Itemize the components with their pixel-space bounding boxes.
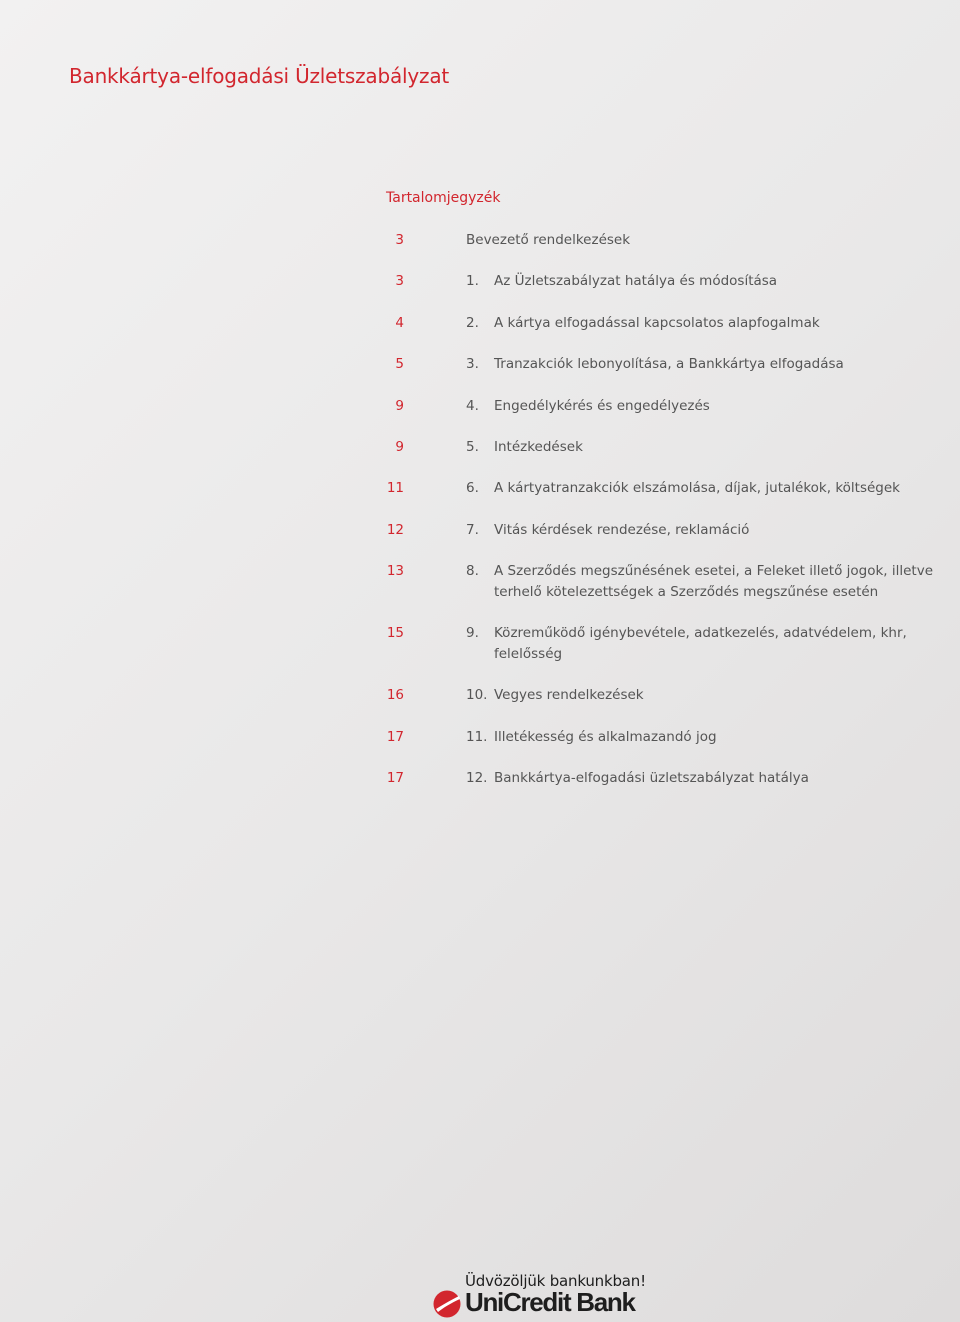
toc-section-title: A kártyatranzakciók elszámolása, díjak, jutalékok, költségek (494, 480, 900, 496)
welcome-text: Üdvözöljük bankunkban! (465, 1272, 646, 1290)
toc-page-number: 15 (386, 625, 404, 641)
toc-section-title: Illetékesség és alkalmazandó jog (494, 729, 717, 745)
toc-section-title: A Szerződés megszűnésének esetei, a Feleket illető jogok, illetve terhelő kötelezettségek a Szerződés megszűnése esetén (494, 563, 934, 600)
toc-page-number: 17 (386, 729, 404, 745)
toc-section-title: Közreműködő igénybevétele, adatkezelés, adatvédelem, khr, felelősség (494, 625, 907, 662)
toc-page-number: 11 (386, 480, 404, 496)
unicredit-logo-icon (432, 1289, 462, 1319)
page-title: Bankkártya-elfogadási Üzletszabályzat (69, 64, 450, 88)
toc-section-title: Bevezető rendelkezések (466, 232, 631, 248)
toc-page-number: 13 (386, 563, 404, 579)
toc-section-number: 9. (466, 625, 479, 641)
toc-page-number: 9 (395, 398, 404, 414)
toc-page-number: 9 (395, 439, 404, 455)
toc-section-number: 5. (466, 439, 479, 455)
toc-page-number: 12 (386, 522, 404, 538)
toc-section-number: 8. (466, 563, 479, 579)
toc-page-number: 16 (386, 687, 404, 703)
toc-section-title: Tranzakciók lebonyolítása, a Bankkártya elfogadása (494, 356, 844, 372)
toc-section-title: Engedélykérés és engedélyezés (494, 398, 710, 414)
toc-section-title: Bankkártya-elfogadási üzletszabályzat hatálya (494, 770, 809, 786)
toc-page-number: 5 (395, 356, 404, 372)
brand-name: UniCredit Bank (465, 1287, 635, 1317)
toc-section-number: 12. (466, 770, 488, 786)
toc-section-number: 4. (466, 398, 479, 414)
toc-section-title: A kártya elfogadással kapcsolatos alapfogalmak (494, 315, 820, 331)
toc-section-number: 2. (466, 315, 479, 331)
toc-section-title: Az Üzletszabályzat hatálya és módosítása (494, 273, 778, 289)
toc-section-title: Intézkedések (494, 439, 583, 455)
toc-section-title: Vitás kérdések rendezése, reklamáció (494, 522, 750, 538)
toc-section-title: Vegyes rendelkezések (494, 687, 644, 703)
toc-page-number: 17 (386, 770, 404, 786)
toc-heading: Tartalomjegyzék (386, 190, 501, 206)
toc-page-number: 3 (395, 273, 404, 289)
toc-page-number: 4 (395, 315, 404, 331)
toc-section-number: 3. (466, 356, 479, 372)
toc-section-number: 11. (466, 729, 488, 745)
toc-section-number: 1. (466, 273, 479, 289)
toc-section-number: 10. (466, 687, 488, 703)
toc-page-number: 3 (395, 232, 404, 248)
toc-section-number: 6. (466, 480, 479, 496)
toc-section-number: 7. (466, 522, 479, 538)
